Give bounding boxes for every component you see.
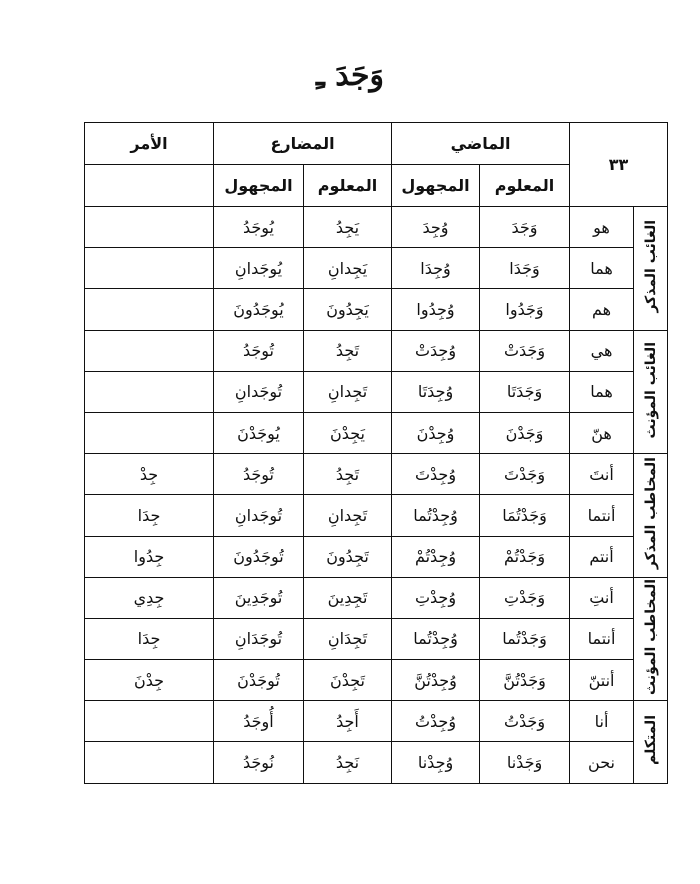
- header-past-active: المعلوم: [480, 165, 570, 207]
- present-active-cell: تَجِدانِ: [304, 371, 392, 412]
- header-present: المضارع: [214, 123, 392, 165]
- past-passive-cell: وُجِدَتْ: [392, 330, 480, 371]
- present-active-cell: يَجِدانِ: [304, 248, 392, 289]
- group-label: المتكلم: [642, 714, 659, 765]
- table-row: [85, 412, 668, 453]
- present-passive-cell: أُوجَدُ: [214, 701, 304, 742]
- present-active-cell: تَجِدانِ: [304, 495, 392, 536]
- table-row: [85, 618, 668, 659]
- present-active-cell: يَجِدُونَ: [304, 289, 392, 330]
- imperative-cell: [85, 207, 214, 248]
- past-passive-cell: وُجِدَتَا: [392, 371, 480, 412]
- imperative-cell: [85, 248, 214, 289]
- past-passive-cell: وُجِدْتُما: [392, 618, 480, 659]
- present-passive-cell: تُوجَدُ: [214, 330, 304, 371]
- present-passive-cell: تُوجَدْنَ: [214, 660, 304, 701]
- past-passive-cell: وُجِدْنَ: [392, 412, 480, 453]
- present-active-cell: تَجِدِينَ: [304, 577, 392, 618]
- past-passive-cell: وُجِدْتِ: [392, 577, 480, 618]
- pronoun-cell: هما: [570, 371, 634, 412]
- past-active-cell: وَجَدْتَ: [480, 454, 570, 495]
- group-label: الغائب المؤنث: [642, 341, 659, 439]
- imperative-cell: جِدَا: [85, 618, 214, 659]
- header-present-passive: المجهول: [214, 165, 304, 207]
- present-active-cell: تَجِدَانِ: [304, 618, 392, 659]
- past-active-cell: وَجَدْتُمَا: [480, 495, 570, 536]
- pronoun-cell: هما: [570, 248, 634, 289]
- past-active-cell: وَجَدْنا: [480, 742, 570, 783]
- imperative-cell: [85, 742, 214, 783]
- pronoun-cell: أنتما: [570, 618, 634, 659]
- table-row: [85, 495, 668, 536]
- past-active-cell: وَجَدْتُ: [480, 701, 570, 742]
- group-label-cell: [634, 701, 668, 783]
- present-active-cell: تَجِدُونَ: [304, 536, 392, 577]
- imperative-cell: جِدَا: [85, 495, 214, 536]
- present-passive-cell: نُوجَدُ: [214, 742, 304, 783]
- pronoun-cell: هو: [570, 207, 634, 248]
- table-row: [85, 536, 668, 577]
- header-past-passive: المجهول: [392, 165, 480, 207]
- table-row: [85, 371, 668, 412]
- pronoun-cell: أنتما: [570, 495, 634, 536]
- past-passive-cell: وُجِدْتُما: [392, 495, 480, 536]
- past-active-cell: وَجَدَا: [480, 248, 570, 289]
- pronoun-cell: أنا: [570, 701, 634, 742]
- past-active-cell: وَجَدْتُما: [480, 618, 570, 659]
- group-label-cell: [634, 454, 668, 578]
- past-passive-cell: وُجِدْتُ: [392, 701, 480, 742]
- table-row: [85, 248, 668, 289]
- group-label-cell: [634, 577, 668, 701]
- present-active-cell: تَجِدُ: [304, 330, 392, 371]
- past-active-cell: وَجَدَتْ: [480, 330, 570, 371]
- group-label: الغائب المذكر: [642, 220, 659, 313]
- past-active-cell: وَجَدْتِ: [480, 577, 570, 618]
- group-label: المخاطب المؤنث: [642, 578, 659, 695]
- present-passive-cell: تُوجَدُونَ: [214, 536, 304, 577]
- imperative-cell: جِدْ: [85, 454, 214, 495]
- imperative-cell: [85, 701, 214, 742]
- past-active-cell: وَجَدَ: [480, 207, 570, 248]
- table-row: [85, 701, 668, 742]
- past-passive-cell: وُجِدْنا: [392, 742, 480, 783]
- table-row: [85, 577, 668, 618]
- table-row: [85, 289, 668, 330]
- header-imperative: الأمر: [85, 123, 214, 165]
- conjugation-table: [84, 122, 668, 784]
- table-row: [85, 660, 668, 701]
- present-passive-cell: تُوجَدَانِ: [214, 618, 304, 659]
- past-active-cell: وَجَدُوا: [480, 289, 570, 330]
- pronoun-cell: أنتنّ: [570, 660, 634, 701]
- pronoun-cell: أنتِ: [570, 577, 634, 618]
- imperative-cell: [85, 371, 214, 412]
- table-row: [85, 330, 668, 371]
- imperative-cell: جِدُوا: [85, 536, 214, 577]
- present-active-cell: نَجِدُ: [304, 742, 392, 783]
- paradigm-number: ٣٣: [570, 123, 668, 207]
- past-active-cell: وَجَدْنَ: [480, 412, 570, 453]
- present-passive-cell: تُوجَدُ: [214, 454, 304, 495]
- group-label: المخاطب المذكر: [642, 457, 659, 570]
- pronoun-cell: هنّ: [570, 412, 634, 453]
- header-imperative-empty: [85, 165, 214, 207]
- imperative-cell: جِدِي: [85, 577, 214, 618]
- past-active-cell: وَجَدْتُمْ: [480, 536, 570, 577]
- present-passive-cell: تُوجَدانِ: [214, 371, 304, 412]
- past-passive-cell: وُجِدْتُمْ: [392, 536, 480, 577]
- present-active-cell: تَجِدْنَ: [304, 660, 392, 701]
- present-passive-cell: تُوجَدانِ: [214, 495, 304, 536]
- pronoun-cell: نحن: [570, 742, 634, 783]
- imperative-cell: [85, 412, 214, 453]
- imperative-cell: [85, 289, 214, 330]
- pronoun-cell: هي: [570, 330, 634, 371]
- table-row: [85, 454, 668, 495]
- group-label-cell: [634, 207, 668, 331]
- pronoun-cell: هم: [570, 289, 634, 330]
- table-row: [85, 742, 668, 783]
- header-past: الماضي: [392, 123, 570, 165]
- present-passive-cell: تُوجَدِينَ: [214, 577, 304, 618]
- present-active-cell: تَجِدُ: [304, 454, 392, 495]
- pronoun-cell: أنتم: [570, 536, 634, 577]
- present-passive-cell: يُوجَدُ: [214, 207, 304, 248]
- past-active-cell: وَجَدَتَا: [480, 371, 570, 412]
- past-passive-cell: وُجِدْتُنَّ: [392, 660, 480, 701]
- group-label-cell: [634, 330, 668, 454]
- present-active-cell: يَجِدْنَ: [304, 412, 392, 453]
- present-active-cell: يَجِدُ: [304, 207, 392, 248]
- past-passive-cell: وُجِدْتَ: [392, 454, 480, 495]
- pronoun-cell: أنتَ: [570, 454, 634, 495]
- present-passive-cell: يُوجَدانِ: [214, 248, 304, 289]
- past-passive-cell: وُجِدَا: [392, 248, 480, 289]
- past-passive-cell: وُجِدَ: [392, 207, 480, 248]
- past-passive-cell: وُجِدُوا: [392, 289, 480, 330]
- imperative-cell: جِدْنَ: [85, 660, 214, 701]
- present-passive-cell: يُوجَدْنَ: [214, 412, 304, 453]
- imperative-cell: [85, 330, 214, 371]
- header-present-active: المعلوم: [304, 165, 392, 207]
- present-passive-cell: يُوجَدُونَ: [214, 289, 304, 330]
- table-row: [85, 207, 668, 248]
- past-active-cell: وَجَدْتُنَّ: [480, 660, 570, 701]
- present-active-cell: أَجِدُ: [304, 701, 392, 742]
- page-title: وَجَدَ ـِ: [315, 58, 384, 93]
